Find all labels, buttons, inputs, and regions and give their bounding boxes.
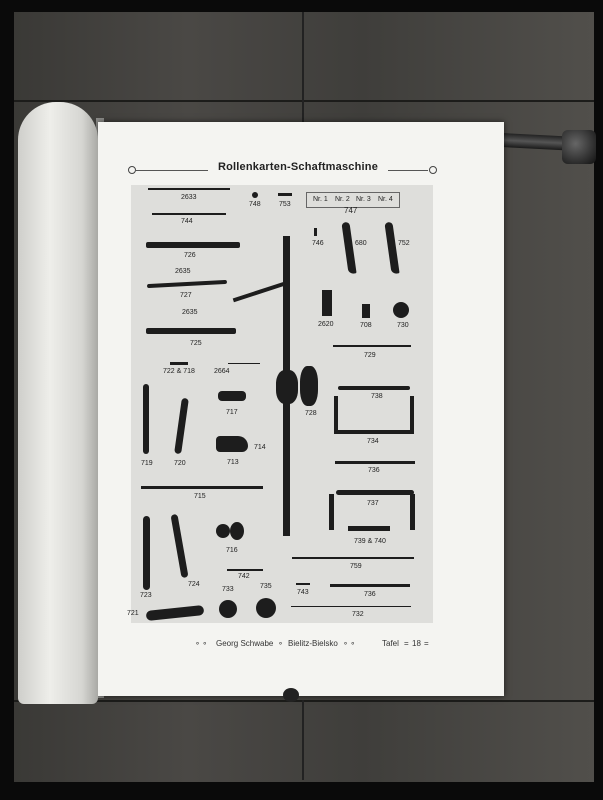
plate-number: 18 <box>412 639 421 648</box>
plank-seam <box>14 100 594 102</box>
part-rod <box>333 345 411 347</box>
part-label: 721 <box>127 610 139 617</box>
part-label: 738 <box>371 393 383 400</box>
part-label: 727 <box>180 292 192 299</box>
part-label: 735 <box>260 583 272 590</box>
part-label: 736 <box>364 591 376 598</box>
paper-roll <box>18 102 98 704</box>
plate-label: Tafel <box>382 639 399 648</box>
header-ornament <box>429 166 437 174</box>
part-label: 732 <box>352 611 364 618</box>
part-label: 730 <box>397 322 409 329</box>
part-label: 722 & 718 <box>163 368 195 375</box>
part-frame <box>410 396 414 434</box>
part-block <box>362 304 370 318</box>
part-frame <box>329 494 334 530</box>
part-rod <box>152 213 226 215</box>
part-button <box>256 598 276 618</box>
part-label: 726 <box>184 252 196 259</box>
plank-seam <box>302 700 304 780</box>
part-label: 2635 <box>182 309 198 316</box>
part-bar <box>146 242 240 248</box>
part-label: Nr. 4 <box>378 196 393 203</box>
part-pin <box>314 228 317 236</box>
part-bracket <box>218 391 246 401</box>
part-frame <box>410 494 415 530</box>
part-pin <box>296 583 310 585</box>
part-label: 717 <box>226 409 238 416</box>
footer-ornament: ∘ ∘ <box>195 639 208 648</box>
part-wire <box>291 606 411 607</box>
plank-seam <box>14 700 594 702</box>
part-label: 713 <box>227 459 239 466</box>
part-label: 734 <box>367 438 379 445</box>
part-label: 2633 <box>181 194 197 201</box>
footer-ornament: = <box>424 639 429 648</box>
publisher: Georg Schwabe <box>216 639 274 648</box>
part-label: 748 <box>249 201 261 208</box>
part-label: 753 <box>279 201 291 208</box>
part-label: 733 <box>222 586 234 593</box>
part-rod <box>148 188 230 190</box>
part-label: 746 <box>312 240 324 247</box>
footer-ornament: ∘ ∘ <box>343 639 356 648</box>
part-wheel <box>216 524 230 538</box>
part-wheel <box>230 522 244 540</box>
footer-ornament: ∘ <box>278 639 284 648</box>
plate-title: Rollenkarten-Schaftmaschine <box>217 161 379 173</box>
part-label: 724 <box>188 581 200 588</box>
part-knuckle <box>300 366 318 406</box>
part-label: 720 <box>174 460 186 467</box>
part-cam <box>216 436 248 452</box>
part-axle <box>348 526 390 531</box>
part-label: 739 & 740 <box>354 538 386 545</box>
part-label: 725 <box>190 340 202 347</box>
part-label: 737 <box>367 500 379 507</box>
part-label: 743 <box>297 589 309 596</box>
part-rod <box>292 557 414 559</box>
part-button <box>219 600 237 618</box>
part-frame <box>336 490 414 495</box>
part-bar <box>146 328 236 334</box>
part-rod <box>330 584 410 587</box>
part-label: Nr. 3 <box>356 196 371 203</box>
part-label: 759 <box>350 563 362 570</box>
part-rod <box>335 461 415 464</box>
part-frame <box>338 386 410 390</box>
header-rule <box>388 170 428 171</box>
part-label: Nr. 2 <box>335 196 350 203</box>
part-label: 715 <box>194 493 206 500</box>
part-link <box>143 384 149 454</box>
part-label: 729 <box>364 352 376 359</box>
part-frame <box>334 396 338 434</box>
part-label: 2620 <box>318 321 334 328</box>
part-label: Nr. 1 <box>313 196 328 203</box>
part-label: 708 <box>360 322 372 329</box>
part-nut <box>393 302 409 318</box>
part-pin <box>278 193 292 196</box>
part-ball <box>252 192 258 198</box>
footer-ornament: = <box>404 639 409 648</box>
part-label: 2664 <box>214 368 230 375</box>
part-label: 680 <box>355 240 367 247</box>
part-label: 752 <box>398 240 410 247</box>
part-bracket <box>322 290 332 316</box>
part-label: 719 <box>141 460 153 467</box>
part-knuckle <box>276 370 298 404</box>
part-frame <box>334 430 414 434</box>
part-label: 716 <box>226 547 238 554</box>
part-label: 2635 <box>175 268 191 275</box>
part-label: 747 <box>344 206 358 215</box>
part-link <box>143 516 150 590</box>
part-label: 742 <box>238 573 250 580</box>
part-pin <box>170 362 188 365</box>
part-rod <box>141 486 263 489</box>
part-wire <box>228 363 260 364</box>
part-label: 714 <box>254 444 266 451</box>
publisher-location: Bielitz-Bielsko <box>288 639 338 648</box>
part-label: 744 <box>181 218 193 225</box>
mounting-bolt <box>283 688 299 702</box>
part-label: 728 <box>305 410 317 417</box>
rod-end-cap <box>562 130 596 164</box>
part-rod <box>227 569 263 571</box>
header-ornament <box>128 166 136 174</box>
part-label: 723 <box>140 592 152 599</box>
plank-seam <box>302 12 304 132</box>
part-label: 736 <box>368 467 380 474</box>
